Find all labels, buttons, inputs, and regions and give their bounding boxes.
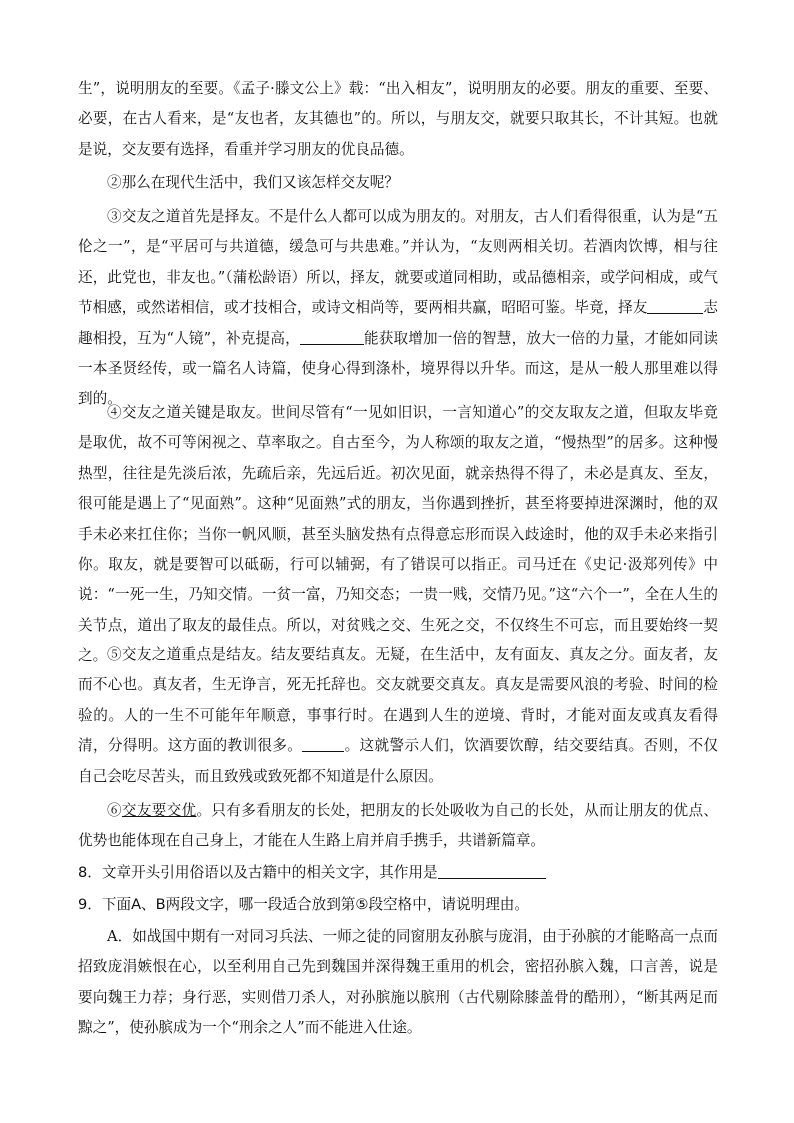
paragraph-text: ⑤交友之道重点是结友。结友要结真友。无疑，在生活中，友有面友、真友之分。面友者，友而不心也。真友者，生无诤言，死无托辞也。交友就要交真友。真友是需要风浪的考验、时间的检验的。人的一生不可能年年顺意，事事行时。在遇到人生的逆境、背时，才能对面友或真友看得清，分得明。这方面的教训很多。 <box>78 646 718 755</box>
paragraph-text: ③交友之道首先是择友。不是什么人都可以成为朋友的。对朋友，古人们看得很重，认为是“五伦之一”，是“平居可与共道德，缓急可与共患难。”并认为，“友则两相关切。若酒肉饮博，相与往还，此党也，非友也。”（蒲松龄语）所以，择友，就要或道同相助，或品德相亲，或学问相成，或气节相感，或然诺相信，或才技相合，或诗文相尚等，要两相共赢，昭昭可鉴。毕竟，择友 <box>78 208 718 317</box>
paragraph-text: 。这就警示人们，饮酒要饮醇，结交要结真。否则，不仅自己会吃尽苦头，而且致残或致死都不知道是什么原因。 <box>78 737 718 785</box>
underlined-phrase: 交友要交优 <box>121 802 197 819</box>
answer-blank-q8[interactable] <box>438 864 546 879</box>
option-a-paragraph <box>78 922 718 1044</box>
paragraph-text: 生”，说明朋友的至要。《孟子·滕文公上》载：“出入相友”，说明朋友的必要。朋友的重要、至要、必要，在古人看来，是“友也者，友其德也”的。所以，与朋友交，就要只取其长，不计其短。也就是说，交友要有选择，看重并学习朋友的优良品德。 <box>78 80 718 158</box>
fill-blank-3 <box>302 737 344 752</box>
passage-paragraph-2 <box>78 168 718 198</box>
paragraph-text: ④交友之道关键是取友。世间尽管有“一见如旧识，一言知道心”的交友取友之道，但取友毕竟是取优，故不可等闲视之、草率取之。自古至今，为人称颂的取友之道，“慢热型”的居多。这种慢热型，往往是先淡后浓，先疏后亲，先远后近。初次见面，就亲热得不得了，未必是真友、至友，很可能是遇上了“见面熟”。这种“见面熟”式的朋友，当你遇到挫折，甚至将要掉进深渊时，他的双手未必来扛住你；当你一帆风顺，甚至头脑发热有点得意忘形而误入歧途时，他的双手未必来指引你。取友，就是要智可以砥砺，行可以辅弼，有了错误可以指正。司马迁在《史记·汲郑列传》中说：“一死一生，乃知交情。一贫一富，乃知交态；一贵一贱，交情乃见。”这“六个一”，全在人生的关节点，道出了取友的最佳点。所以，对贫贱之交、生死之交，不仅终生不可忘，而且要始终一契之。 <box>78 404 718 665</box>
passage-paragraph-4 <box>78 398 718 672</box>
question-text: 9．下面A、B两段文字，哪一段适合放到第⑤段空格中，请说明理由。 <box>78 896 529 913</box>
passage-paragraph-1-continued <box>78 74 718 165</box>
passage-paragraph-6 <box>78 796 718 857</box>
passage-paragraph-5 <box>78 640 718 792</box>
fill-blank-1 <box>647 299 703 314</box>
paragraph-text: 。只有多看朋友的长处，把朋友的长处吸收为自己的长处，从而让朋友的优点、优势也能体现在自己身上，才能在人生路上肩并肩手携手，共谱新篇章。 <box>78 802 718 850</box>
paragraph-text: A．如战国中期有一对同习兵法、一师之徒的同窗朋友孙膑与庞涓，由于孙膑的才能略高一点而招致庞涓嫉恨在心，以至利用自己先到魏国并深得魏王重用的机会，密招孙膑入魏，口言善，说是要向魏王力荐；身行恶，实则借刀杀人，对孙膑施以膑刑（古代剔除膝盖骨的酷刑），“断其两足而黥之”，使孙膑成为一个“刑余之人”而不能进入仕途。 <box>78 928 718 1037</box>
question-8 <box>78 861 728 885</box>
question-9 <box>78 893 728 917</box>
paragraph-text: 能获取增加一倍的智慧，放大一倍的力量，才能如同读一本圣贤经传，或一篇名人诗篇，使身心得到涤朴，境界得以升华。而这，是从一般人那里难以得到的。 <box>78 329 718 408</box>
passage-paragraph-3 <box>78 202 718 415</box>
paragraph-text: 志趣相投，互为“人镜”，补克提高， <box>78 299 718 347</box>
paragraph-text: ②那么在现代生活中，我们又该怎样交友呢？ <box>107 174 399 191</box>
paragraph-number: ⑥ <box>107 802 122 819</box>
fill-blank-2 <box>300 330 364 345</box>
question-text: 8．文章开头引用俗语以及古籍中的相关文字，其作用是 <box>78 864 438 881</box>
